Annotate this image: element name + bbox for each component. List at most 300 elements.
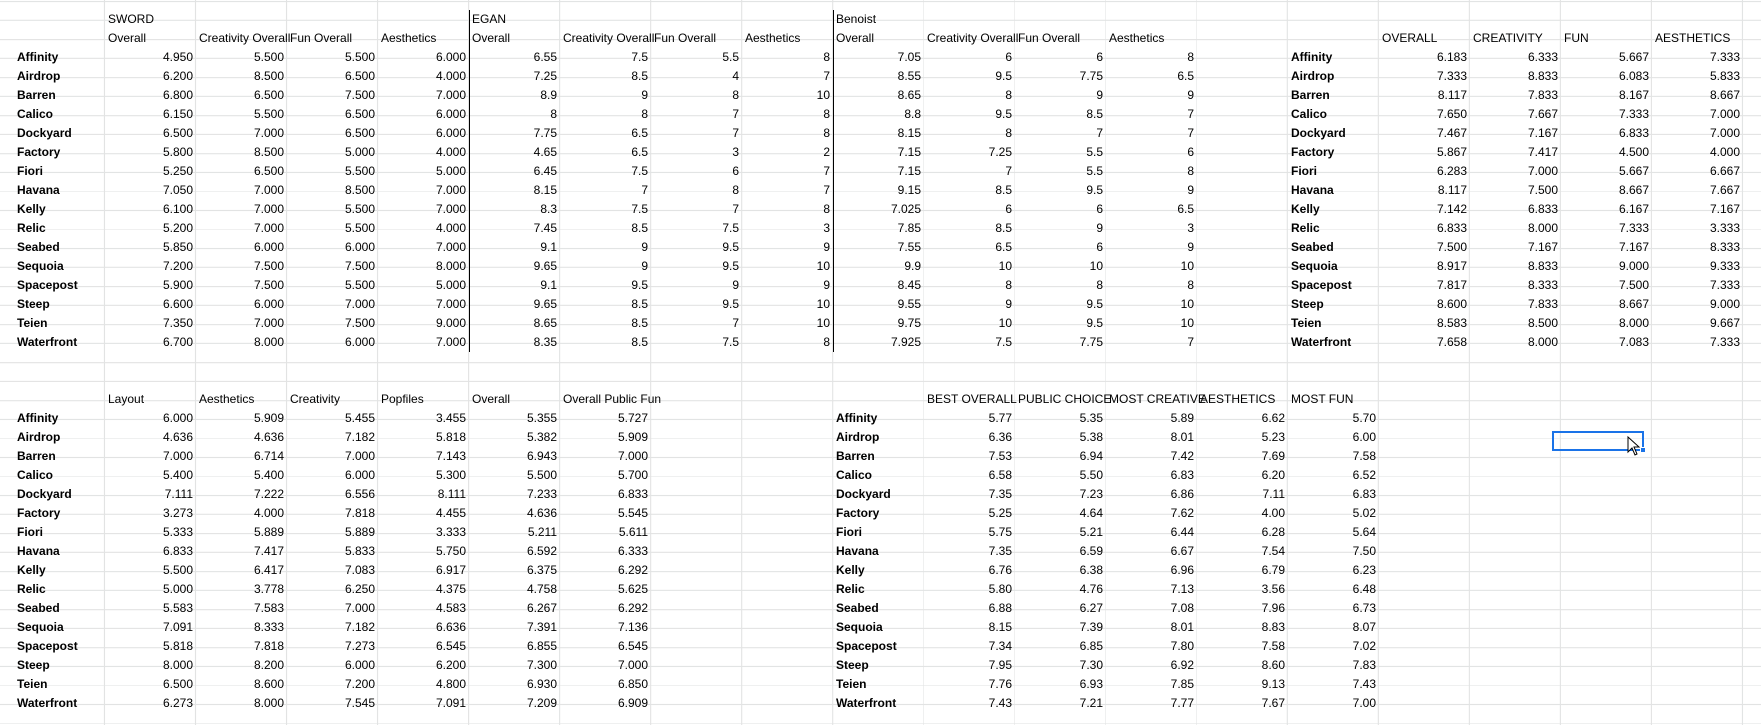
summary-value[interactable]: 8.117 (1437, 88, 1467, 102)
egan-value[interactable]: 9.5 (722, 240, 739, 254)
row-label[interactable]: Spacepost (1291, 278, 1352, 292)
benoist-value[interactable]: 7.925 (890, 335, 921, 349)
column-header[interactable]: Aesthetics (745, 31, 801, 45)
bottom-value[interactable]: 6.200 (435, 658, 466, 672)
column-header[interactable]: Layout (108, 392, 145, 406)
sword-value[interactable]: 5.850 (162, 240, 193, 254)
sword-value[interactable]: 6.200 (162, 69, 193, 83)
benoist-value[interactable]: 8.55 (897, 69, 921, 83)
bottom-value[interactable]: 5.400 (162, 468, 193, 482)
row-label[interactable]: Kelly (836, 563, 865, 577)
row-label[interactable]: Barren (836, 449, 875, 463)
row-label[interactable]: Fiori (17, 164, 43, 178)
summary-value[interactable]: 8.600 (1436, 297, 1467, 311)
bottom-value[interactable]: 7.818 (344, 506, 375, 520)
row-label[interactable]: Waterfront (17, 335, 78, 349)
egan-value[interactable]: 8 (732, 183, 739, 197)
row-label[interactable]: Seabed (17, 240, 60, 254)
egan-value[interactable]: 7.5 (631, 164, 648, 178)
bottom-value[interactable]: 7.818 (253, 639, 284, 653)
benoist-value[interactable]: 9.55 (897, 297, 921, 311)
egan-value[interactable]: 9 (641, 240, 648, 254)
sword-value[interactable]: 8.500 (344, 183, 375, 197)
award-value[interactable]: 8.01 (1170, 430, 1194, 444)
award-value[interactable]: 7.53 (988, 449, 1012, 463)
bottom-value[interactable]: 7.182 (344, 430, 375, 444)
benoist-value[interactable]: 8.5 (995, 183, 1012, 197)
sword-value[interactable]: 8.000 (253, 335, 284, 349)
egan-value[interactable]: 3 (732, 145, 739, 159)
benoist-value[interactable]: 9.9 (904, 259, 921, 273)
award-value[interactable]: 7.13 (1170, 582, 1194, 596)
award-value[interactable]: 6.94 (1079, 449, 1103, 463)
column-header[interactable]: Overall (108, 31, 147, 45)
column-header[interactable]: CREATIVITY (1473, 31, 1543, 45)
row-label[interactable]: Havana (1291, 183, 1334, 197)
bottom-value[interactable]: 4.455 (435, 506, 466, 520)
column-header[interactable]: Fun Overall (290, 31, 353, 45)
benoist-value[interactable]: 6.5 (995, 240, 1012, 254)
sword-value[interactable]: 7.000 (253, 202, 284, 216)
award-value[interactable]: 4.64 (1079, 506, 1103, 520)
bottom-value[interactable]: 6.250 (344, 582, 375, 596)
egan-value[interactable]: 8 (823, 335, 830, 349)
benoist-value[interactable]: 7.15 (897, 145, 921, 159)
row-label[interactable]: Airdrop (836, 430, 880, 444)
column-header[interactable]: Overall (836, 31, 875, 45)
sword-value[interactable]: 9.000 (435, 316, 466, 330)
bottom-value[interactable]: 5.818 (162, 639, 193, 653)
award-value[interactable]: 5.23 (1261, 430, 1285, 444)
row-label[interactable]: Factory (17, 506, 61, 520)
bottom-value[interactable]: 4.758 (526, 582, 557, 596)
sword-value[interactable]: 7.000 (344, 297, 375, 311)
egan-value[interactable]: 8 (550, 107, 557, 121)
egan-value[interactable]: 8.5 (631, 297, 648, 311)
group-title[interactable]: Benoist (836, 12, 877, 26)
sword-value[interactable]: 6.150 (162, 107, 193, 121)
egan-value[interactable]: 8 (823, 126, 830, 140)
bottom-value[interactable]: 4.375 (435, 582, 466, 596)
benoist-value[interactable]: 7.25 (988, 145, 1012, 159)
summary-value[interactable]: 6.083 (1618, 69, 1649, 83)
summary-value[interactable]: 7.417 (1527, 145, 1558, 159)
award-value[interactable]: 4.00 (1261, 506, 1285, 520)
sword-value[interactable]: 5.000 (344, 145, 375, 159)
egan-value[interactable]: 6.55 (533, 50, 557, 64)
bottom-value[interactable]: 5.355 (526, 411, 557, 425)
column-header[interactable]: MOST FUN (1291, 392, 1354, 406)
bottom-value[interactable]: 7.111 (164, 487, 193, 501)
row-label[interactable]: Spacepost (836, 639, 897, 653)
row-label[interactable]: Fiori (836, 525, 862, 539)
summary-value[interactable]: 7.650 (1436, 107, 1467, 121)
benoist-value[interactable]: 7.75 (1079, 69, 1103, 83)
award-value[interactable]: 5.89 (1170, 411, 1194, 425)
egan-value[interactable]: 7 (732, 126, 739, 140)
sword-value[interactable]: 5.000 (435, 164, 466, 178)
benoist-value[interactable]: 7 (1096, 126, 1103, 140)
benoist-value[interactable]: 10 (1180, 316, 1194, 330)
benoist-value[interactable]: 8.5 (995, 221, 1012, 235)
award-value[interactable]: 7.21 (1079, 696, 1103, 710)
egan-value[interactable]: 7 (823, 69, 830, 83)
bottom-value[interactable]: 5.333 (162, 525, 193, 539)
award-value[interactable]: 7.85 (1170, 677, 1194, 691)
bottom-value[interactable]: 5.611 (618, 525, 648, 539)
egan-value[interactable]: 10 (816, 88, 830, 102)
summary-value[interactable]: 7.333 (1709, 335, 1740, 349)
egan-value[interactable]: 7 (732, 316, 739, 330)
sword-value[interactable]: 8.000 (435, 259, 466, 273)
summary-value[interactable]: 8.500 (1527, 316, 1558, 330)
award-value[interactable]: 6.52 (1352, 468, 1376, 482)
egan-value[interactable]: 9.5 (631, 278, 648, 292)
award-value[interactable]: 8.07 (1352, 620, 1376, 634)
award-value[interactable]: 6.36 (988, 430, 1012, 444)
summary-value[interactable]: 6.183 (1436, 50, 1467, 64)
row-label[interactable]: Sequoia (836, 620, 883, 634)
sword-value[interactable]: 4.950 (162, 50, 193, 64)
award-value[interactable]: 7.02 (1352, 639, 1376, 653)
bottom-value[interactable]: 4.000 (253, 506, 284, 520)
award-value[interactable]: 7.35 (988, 487, 1012, 501)
row-label[interactable]: Sequoia (17, 620, 64, 634)
row-label[interactable]: Affinity (1291, 50, 1333, 64)
sword-value[interactable]: 6.500 (162, 126, 193, 140)
row-label[interactable]: Barren (17, 88, 56, 102)
benoist-value[interactable]: 5.5 (1086, 164, 1103, 178)
summary-value[interactable]: 7.500 (1618, 278, 1649, 292)
bottom-value[interactable]: 5.727 (617, 411, 648, 425)
award-value[interactable]: 7.34 (988, 639, 1012, 653)
row-label[interactable]: Kelly (17, 563, 46, 577)
row-label[interactable]: Sequoia (17, 259, 64, 273)
bottom-value[interactable]: 3.273 (162, 506, 193, 520)
award-value[interactable]: 7.43 (1352, 677, 1376, 691)
egan-value[interactable]: 9.1 (540, 240, 557, 254)
egan-value[interactable]: 8 (732, 88, 739, 102)
egan-value[interactable]: 8.5 (631, 221, 648, 235)
egan-value[interactable]: 2 (823, 145, 830, 159)
row-label[interactable]: Seabed (836, 601, 879, 615)
sword-value[interactable]: 6.800 (162, 88, 193, 102)
bottom-value[interactable]: 8.000 (253, 696, 284, 710)
award-value[interactable]: 7.54 (1261, 544, 1285, 558)
bottom-value[interactable]: 6.909 (617, 696, 648, 710)
egan-value[interactable]: 9.65 (533, 297, 557, 311)
egan-value[interactable]: 8 (823, 107, 830, 121)
bottom-value[interactable]: 6.850 (617, 677, 648, 691)
row-label[interactable]: Waterfront (836, 696, 897, 710)
column-header[interactable]: Popfiles (381, 392, 424, 406)
sword-value[interactable]: 7.200 (162, 259, 193, 273)
benoist-value[interactable]: 5.5 (1086, 145, 1103, 159)
bottom-value[interactable]: 8.600 (253, 677, 284, 691)
benoist-value[interactable]: 10 (998, 316, 1012, 330)
bottom-value[interactable]: 4.636 (253, 430, 284, 444)
row-label[interactable]: Dockyard (17, 126, 72, 140)
benoist-value[interactable]: 9 (1096, 88, 1103, 102)
summary-value[interactable]: 8.000 (1618, 316, 1649, 330)
summary-value[interactable]: 9.667 (1709, 316, 1740, 330)
row-label[interactable]: Spacepost (17, 639, 78, 653)
bottom-value[interactable]: 8.111 (437, 487, 466, 501)
benoist-value[interactable]: 9 (1005, 297, 1012, 311)
bottom-value[interactable]: 6.375 (526, 563, 557, 577)
award-value[interactable]: 5.02 (1352, 506, 1376, 520)
bottom-value[interactable]: 6.917 (435, 563, 466, 577)
summary-value[interactable]: 5.667 (1618, 164, 1649, 178)
egan-value[interactable]: 9.5 (722, 259, 739, 273)
bottom-value[interactable]: 5.500 (526, 468, 557, 482)
bottom-value[interactable]: 7.143 (435, 449, 466, 463)
award-value[interactable]: 6.93 (1079, 677, 1103, 691)
column-header[interactable]: Overall (472, 31, 511, 45)
egan-value[interactable]: 6.45 (533, 164, 557, 178)
row-label[interactable]: Affinity (17, 50, 59, 64)
egan-value[interactable]: 7.5 (722, 335, 739, 349)
summary-value[interactable]: 7.167 (1527, 240, 1558, 254)
bottom-value[interactable]: 7.200 (344, 677, 375, 691)
sword-value[interactable]: 5.250 (162, 164, 193, 178)
bottom-value[interactable]: 6.292 (617, 563, 648, 577)
award-value[interactable]: 5.35 (1079, 411, 1103, 425)
column-header[interactable]: Overall (472, 392, 511, 406)
bottom-value[interactable]: 7.545 (344, 696, 375, 710)
sword-value[interactable]: 6.500 (344, 107, 375, 121)
row-label[interactable]: Teien (836, 677, 867, 691)
egan-value[interactable]: 7 (732, 107, 739, 121)
row-label[interactable]: Waterfront (1291, 335, 1352, 349)
sword-value[interactable]: 7.000 (435, 183, 466, 197)
bottom-value[interactable]: 4.636 (526, 506, 557, 520)
group-title[interactable]: SWORD (108, 12, 154, 26)
row-label[interactable]: Sequoia (1291, 259, 1338, 273)
row-label[interactable]: Factory (836, 506, 880, 520)
bottom-value[interactable]: 5.889 (253, 525, 284, 539)
egan-value[interactable]: 7 (732, 202, 739, 216)
sword-value[interactable]: 6.500 (344, 126, 375, 140)
benoist-value[interactable]: 7.05 (897, 50, 921, 64)
benoist-value[interactable]: 9.15 (897, 183, 921, 197)
award-value[interactable]: 6.79 (1261, 563, 1285, 577)
award-value[interactable]: 6.67 (1170, 544, 1194, 558)
bottom-value[interactable]: 4.583 (435, 601, 466, 615)
benoist-value[interactable]: 9.75 (897, 316, 921, 330)
bottom-value[interactable]: 6.714 (253, 449, 284, 463)
bottom-value[interactable]: 7.000 (344, 449, 375, 463)
award-value[interactable]: 7.67 (1261, 696, 1285, 710)
bottom-value[interactable]: 5.625 (617, 582, 648, 596)
bottom-value[interactable]: 7.417 (253, 544, 284, 558)
award-value[interactable]: 7.11 (1262, 487, 1285, 501)
sword-value[interactable]: 6.500 (253, 88, 284, 102)
sword-value[interactable]: 6.100 (162, 202, 193, 216)
award-value[interactable]: 6.38 (1079, 563, 1103, 577)
sword-value[interactable]: 7.500 (253, 259, 284, 273)
summary-value[interactable]: 5.833 (1709, 69, 1740, 83)
row-label[interactable]: Calico (1291, 107, 1328, 121)
sword-value[interactable]: 8.500 (253, 145, 284, 159)
sword-value[interactable]: 6.000 (344, 240, 375, 254)
award-value[interactable]: 7.39 (1079, 620, 1103, 634)
benoist-value[interactable]: 7 (1187, 126, 1194, 140)
bottom-value[interactable]: 3.333 (435, 525, 466, 539)
award-value[interactable]: 7.96 (1261, 601, 1285, 615)
row-label[interactable]: Dockyard (17, 487, 72, 501)
bottom-value[interactable]: 7.000 (617, 449, 648, 463)
bottom-value[interactable]: 5.909 (253, 411, 284, 425)
bottom-value[interactable]: 6.636 (435, 620, 466, 634)
bottom-value[interactable]: 7.273 (344, 639, 375, 653)
row-label[interactable]: Steep (836, 658, 869, 672)
column-header[interactable]: Creativity (290, 392, 341, 406)
award-value[interactable]: 8.83 (1261, 620, 1285, 634)
award-value[interactable]: 6.58 (988, 468, 1012, 482)
bottom-value[interactable]: 5.700 (617, 468, 648, 482)
row-label[interactable]: Factory (1291, 145, 1335, 159)
benoist-value[interactable]: 9 (1187, 88, 1194, 102)
sword-value[interactable]: 4.000 (435, 145, 466, 159)
award-value[interactable]: 8.15 (988, 620, 1012, 634)
bottom-value[interactable]: 6.592 (526, 544, 557, 558)
egan-value[interactable]: 8 (641, 107, 648, 121)
sword-value[interactable]: 5.500 (253, 50, 284, 64)
column-header[interactable]: AESTHETICS (1200, 392, 1276, 406)
row-label[interactable]: Barren (1291, 88, 1330, 102)
summary-value[interactable]: 8.333 (1709, 240, 1740, 254)
summary-value[interactable]: 7.658 (1436, 335, 1467, 349)
award-value[interactable]: 6.85 (1079, 639, 1103, 653)
column-header[interactable]: BEST OVERALL (927, 392, 1017, 406)
bottom-value[interactable]: 6.930 (526, 677, 557, 691)
bottom-value[interactable]: 6.273 (162, 696, 193, 710)
column-header[interactable]: Aesthetics (381, 31, 437, 45)
egan-value[interactable]: 7 (823, 164, 830, 178)
egan-value[interactable]: 10 (816, 316, 830, 330)
egan-value[interactable]: 6.5 (631, 126, 648, 140)
row-label[interactable]: Waterfront (17, 696, 78, 710)
summary-value[interactable]: 9.000 (1709, 297, 1740, 311)
sword-value[interactable]: 5.000 (435, 278, 466, 292)
summary-value[interactable]: 7.833 (1527, 297, 1558, 311)
bottom-value[interactable]: 6.333 (617, 544, 648, 558)
award-value[interactable]: 5.70 (1352, 411, 1376, 425)
egan-value[interactable]: 7.75 (533, 126, 557, 140)
award-value[interactable]: 5.80 (988, 582, 1012, 596)
award-value[interactable]: 7.35 (988, 544, 1012, 558)
award-value[interactable]: 6.73 (1352, 601, 1376, 615)
award-value[interactable]: 6.62 (1261, 411, 1285, 425)
summary-value[interactable]: 7.167 (1618, 240, 1649, 254)
row-label[interactable]: Calico (836, 468, 873, 482)
benoist-value[interactable]: 8.65 (897, 88, 921, 102)
summary-value[interactable]: 7.333 (1709, 278, 1740, 292)
bottom-value[interactable]: 5.211 (527, 525, 557, 539)
summary-value[interactable]: 8.667 (1709, 88, 1740, 102)
sword-value[interactable]: 7.000 (253, 221, 284, 235)
egan-value[interactable]: 9 (823, 278, 830, 292)
summary-value[interactable]: 7.000 (1527, 164, 1558, 178)
sword-value[interactable]: 6.700 (162, 335, 193, 349)
benoist-value[interactable]: 10 (1180, 259, 1194, 273)
sword-value[interactable]: 5.200 (162, 221, 193, 235)
award-value[interactable]: 3.56 (1261, 582, 1285, 596)
award-value[interactable]: 7.80 (1170, 639, 1194, 653)
row-label[interactable]: Relic (1291, 221, 1320, 235)
bottom-value[interactable]: 6.500 (162, 677, 193, 691)
bottom-value[interactable]: 3.778 (253, 582, 284, 596)
bottom-value[interactable]: 6.000 (162, 411, 193, 425)
column-header[interactable]: Aesthetics (1109, 31, 1165, 45)
row-label[interactable]: Havana (17, 544, 60, 558)
column-header[interactable]: Creativity Overall (199, 31, 291, 45)
sword-value[interactable]: 7.350 (162, 316, 193, 330)
sword-value[interactable]: 7.000 (435, 202, 466, 216)
summary-value[interactable]: 7.333 (1709, 50, 1740, 64)
bottom-value[interactable]: 6.833 (162, 544, 193, 558)
egan-value[interactable]: 8.5 (631, 316, 648, 330)
award-value[interactable]: 7.43 (988, 696, 1012, 710)
row-label[interactable]: Relic (836, 582, 865, 596)
egan-value[interactable]: 5.5 (722, 50, 739, 64)
summary-value[interactable]: 7.000 (1709, 107, 1740, 121)
summary-value[interactable]: 7.500 (1436, 240, 1467, 254)
row-label[interactable]: Kelly (17, 202, 46, 216)
row-label[interactable]: Factory (17, 145, 61, 159)
row-label[interactable]: Affinity (836, 411, 878, 425)
sword-value[interactable]: 7.500 (344, 259, 375, 273)
summary-value[interactable]: 9.333 (1709, 259, 1740, 273)
award-value[interactable]: 7.23 (1079, 487, 1103, 501)
bottom-value[interactable]: 6.292 (617, 601, 648, 615)
bottom-value[interactable]: 7.000 (617, 658, 648, 672)
bottom-value[interactable]: 5.545 (617, 506, 648, 520)
row-label[interactable]: Kelly (1291, 202, 1320, 216)
award-value[interactable]: 9.13 (1261, 677, 1285, 691)
row-label[interactable]: Steep (17, 658, 50, 672)
column-header[interactable]: MOST CREATIVE (1109, 392, 1206, 406)
bottom-value[interactable]: 6.267 (526, 601, 557, 615)
row-label[interactable]: Teien (17, 677, 48, 691)
award-value[interactable]: 7.08 (1170, 601, 1194, 615)
sword-value[interactable]: 8.500 (253, 69, 284, 83)
benoist-value[interactable]: 8.8 (904, 107, 921, 121)
row-label[interactable]: Barren (17, 449, 56, 463)
award-value[interactable]: 7.83 (1352, 658, 1376, 672)
award-value[interactable]: 8.01 (1170, 620, 1194, 634)
sword-value[interactable]: 5.500 (253, 107, 284, 121)
bottom-value[interactable]: 7.091 (435, 696, 466, 710)
bottom-value[interactable]: 6.000 (344, 468, 375, 482)
bottom-value[interactable]: 5.583 (162, 601, 193, 615)
benoist-value[interactable]: 9.5 (1086, 183, 1103, 197)
sword-value[interactable]: 7.050 (162, 183, 193, 197)
benoist-value[interactable]: 8 (1187, 164, 1194, 178)
row-label[interactable]: Dockyard (1291, 126, 1346, 140)
row-label[interactable]: Relic (17, 221, 46, 235)
egan-value[interactable]: 9 (641, 88, 648, 102)
column-header[interactable]: PUBLIC CHOICE (1018, 392, 1112, 406)
bottom-value[interactable]: 6.855 (526, 639, 557, 653)
egan-value[interactable]: 8 (823, 50, 830, 64)
bottom-value[interactable]: 5.400 (253, 468, 284, 482)
row-label[interactable]: Steep (17, 297, 50, 311)
benoist-value[interactable]: 9.5 (1086, 316, 1103, 330)
bottom-value[interactable]: 8.200 (253, 658, 284, 672)
award-value[interactable]: 7.76 (988, 677, 1012, 691)
